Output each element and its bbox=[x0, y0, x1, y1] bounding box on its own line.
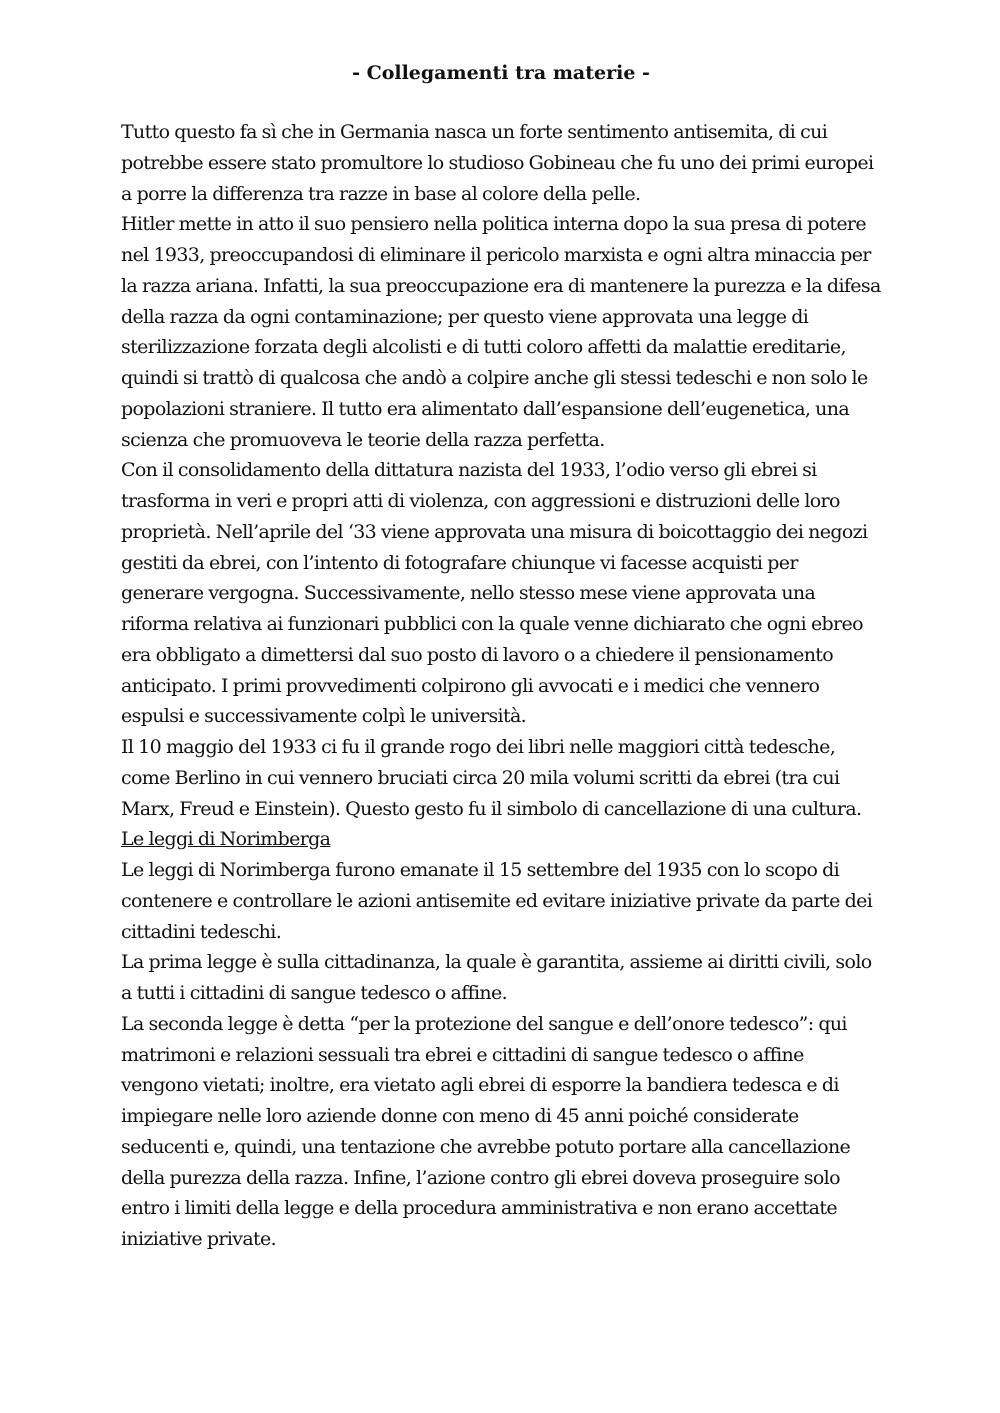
paragraph-nuremberg-laws: Le leggi di Norimberga furono emanate il 15 settembre del 1935 con lo scopo di contenere e controllare le azioni antisemite ed evitare iniziative private da parte dei cittadini tedeschi. bbox=[121, 859, 873, 943]
paragraph-antisemitism: Tutto questo fa sì che in Germania nasca un forte sentimento antisemita, di cui potrebbe essere stato promultore lo studioso Gobineau che fu uno dei primi europei a porre la differenza tra razze in base al colore della pelle. bbox=[121, 121, 874, 205]
paragraph-internal-politics: Hitler mette in atto il suo pensiero nella politica interna dopo la sua presa di potere nel 1933, preoccupandosi di eliminare il pericolo marxista e ogni altra minaccia per la razza ariana. Infatti, la sua preoccupazione era di mantenere la purezza e la difesa della razza da ogni contaminazione; per questo viene approvata una legge di sterilizzazione forzata degli alcolisti e di tutti coloro affetti da malattie ereditarie, quindi si trattò di qualcosa che andò a colpire anche gli stessi tedeschi e non solo le popolazioni straniere. Il tutto era alimentato dall’espansione dell’eugenetica, una scienza che promuoveva le teorie della razza perfetta. bbox=[121, 213, 881, 451]
paragraph-second-law: La seconda legge è detta “per la protezione del sangue e dell’onore tedesco”: qui matrimoni e relazioni sessuali tra ebrei e cittadini di sangue tedesco o affine vengono vietati; inoltre, era vietato agli ebrei di esporre la bandiera tedesca e di impiegare nelle loro aziende donne con meno di 45 anni poiché considerate seducenti e, quindi, una tentazione che avrebbe potuto portare alla cancellazione della purezza della razza. Infine, l’azione contro gli ebrei doveva proseguire solo entro i limiti della legge e della procedura amministrativa e non erano accettate iniziative private. bbox=[121, 1012, 851, 1250]
paragraph-first-law: La prima legge è sulla cittadinanza, la quale è garantita, assieme ai diritti civili, solo a tutti i cittadini di sangue tedesco o affine. bbox=[121, 951, 872, 1004]
document-body bbox=[121, 117, 881, 1255]
section-heading: Le leggi di Norimberga bbox=[121, 828, 331, 851]
paragraph-nazi-dictatorship: Con il consolidamento della dittatura nazista del 1933, l’odio verso gli ebrei si trasforma in veri e propri atti di violenza, con aggressioni e distruzioni delle loro proprietà. Nell’aprile del ‘33 viene approvata una misura di boicottaggio dei negozi gestiti da ebrei, con l’intento di fotografare chiunque vi facesse acquisti per generare vergogna. Successivamente, nello stesso mese viene approvata una riforma relativa ai funzionari pubblici con la quale venne dichiarato che ogni ebreo era obbligato a dimettersi dal suo posto di lavoro o a chiedere il pensionamento anticipato. I primi provvedimenti colpirono gli avvocati e i medici che vennero espulsi e successivamente colpì le università. bbox=[121, 459, 868, 728]
paragraph-book-burning: Il 10 maggio del 1933 ci fu il grande rogo dei libri nelle maggiori città tedesche, come Berlino in cui vennero bruciati circa 20 mila volumi scritti da ebrei (tra cui Marx, Freud e Einstein). Questo gesto fu il simbolo di cancellazione di una cultura. bbox=[121, 736, 862, 820]
document-page bbox=[121, 58, 881, 1255]
document-title: - Collegamenti tra materie - bbox=[352, 62, 650, 84]
